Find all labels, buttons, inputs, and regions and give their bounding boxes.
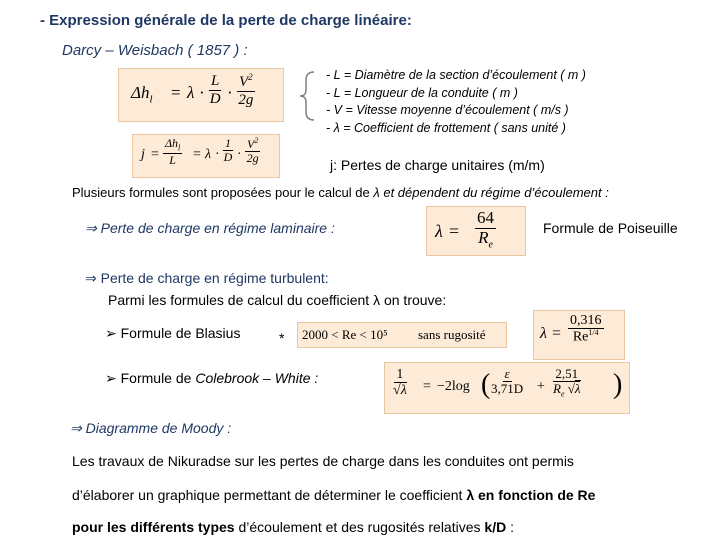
brace-icon [298,70,318,122]
intro-text-a: Plusieurs formules sont proposées pour le calcul de [72,185,374,200]
darcy-formula: $\Delta h_l$ = λ · $\frac{L}{D}$ · $\frac{V^2}{2g}$ [118,68,284,122]
definitions-list [326,67,586,137]
blasius-formula: λ = $\frac{0,316}{Re^{1/4}}$ [533,310,625,360]
parmi-text: Parmi les formules de calcul du coefficient λ on trouve: [108,292,447,308]
implies-arrow-icon: ⇒ [85,220,97,236]
laminar-formula: λ = $\frac{64}{R_e}$ [426,206,526,256]
definition-length: - L = Longueur de la conduite ( m ) [326,85,518,100]
definition-velocity: - V = Vitesse moyenne d’écoulement ( m/s ) [326,103,569,117]
laminar-label: Perte de charge en régime laminaire : [100,220,335,236]
paragraph-line-3: pour les différents types d’écoulement et des rugosités relatives k/D : [72,519,514,535]
implies-arrow-icon: ⇒ [70,420,82,436]
blasius-label: Formule de Blasius [120,325,241,341]
definition-lambda: - λ = Coefficient de frottement ( sans unité ) [326,120,566,135]
blasius-condition: 2000 < Re < 10⁵ sans rugosité [297,322,507,348]
paragraph-line-1: Les travaux de Nikuradse sur les pertes de charge dans les conduites ont permis [72,453,574,469]
blasius-star: * [279,330,285,346]
colebrook-formula: $\frac{1}{√\lambda}$ = −2log ( $\frac{\varepsilon}{3,71D}$ + $\frac{2,51}{R_e √\lambda}$ ) [384,362,630,414]
colebrook-label-b: Colebrook – White : [195,370,319,386]
bullet-arrow-icon: ➢ [105,325,117,341]
bullet-arrow-icon: ➢ [105,370,117,386]
poiseuille-label: Formule de Poiseuille [543,220,678,236]
section-title: - Expression générale de la perte de charge linéaire: [40,12,412,29]
blasius-row [105,325,240,342]
moody-heading [70,420,231,437]
laminar-heading [85,220,335,237]
moody-label: Diagramme de Moody : [85,420,232,436]
intro-text [72,185,609,200]
paragraph-line-2: d’élaborer un graphique permettant de déterminer le coefficient λ en fonction de Re [72,487,596,503]
intro-text-b: λ et dépendent du régime d’écoulement : [373,185,609,200]
unit-loss-label: j: Pertes de charge unitaires (m/m) [330,157,545,173]
colebrook-label-a: Formule de [120,370,196,386]
turbulent-label: Perte de charge en régime turbulent: [100,270,329,286]
colebrook-row [105,370,318,387]
unit-loss-formula: j = $\Delta h_l$ L = λ · $\frac{1}{D}$ · $\frac{V^2}{2g}$ [132,134,280,178]
implies-arrow-icon: ⇒ [85,270,97,286]
darcy-heading: Darcy – Weisbach ( 1857 ) : [62,42,248,59]
turbulent-heading [85,270,329,287]
definition-diameter: - L = Diamètre de la section d’écoulement ( m ) [326,68,586,82]
